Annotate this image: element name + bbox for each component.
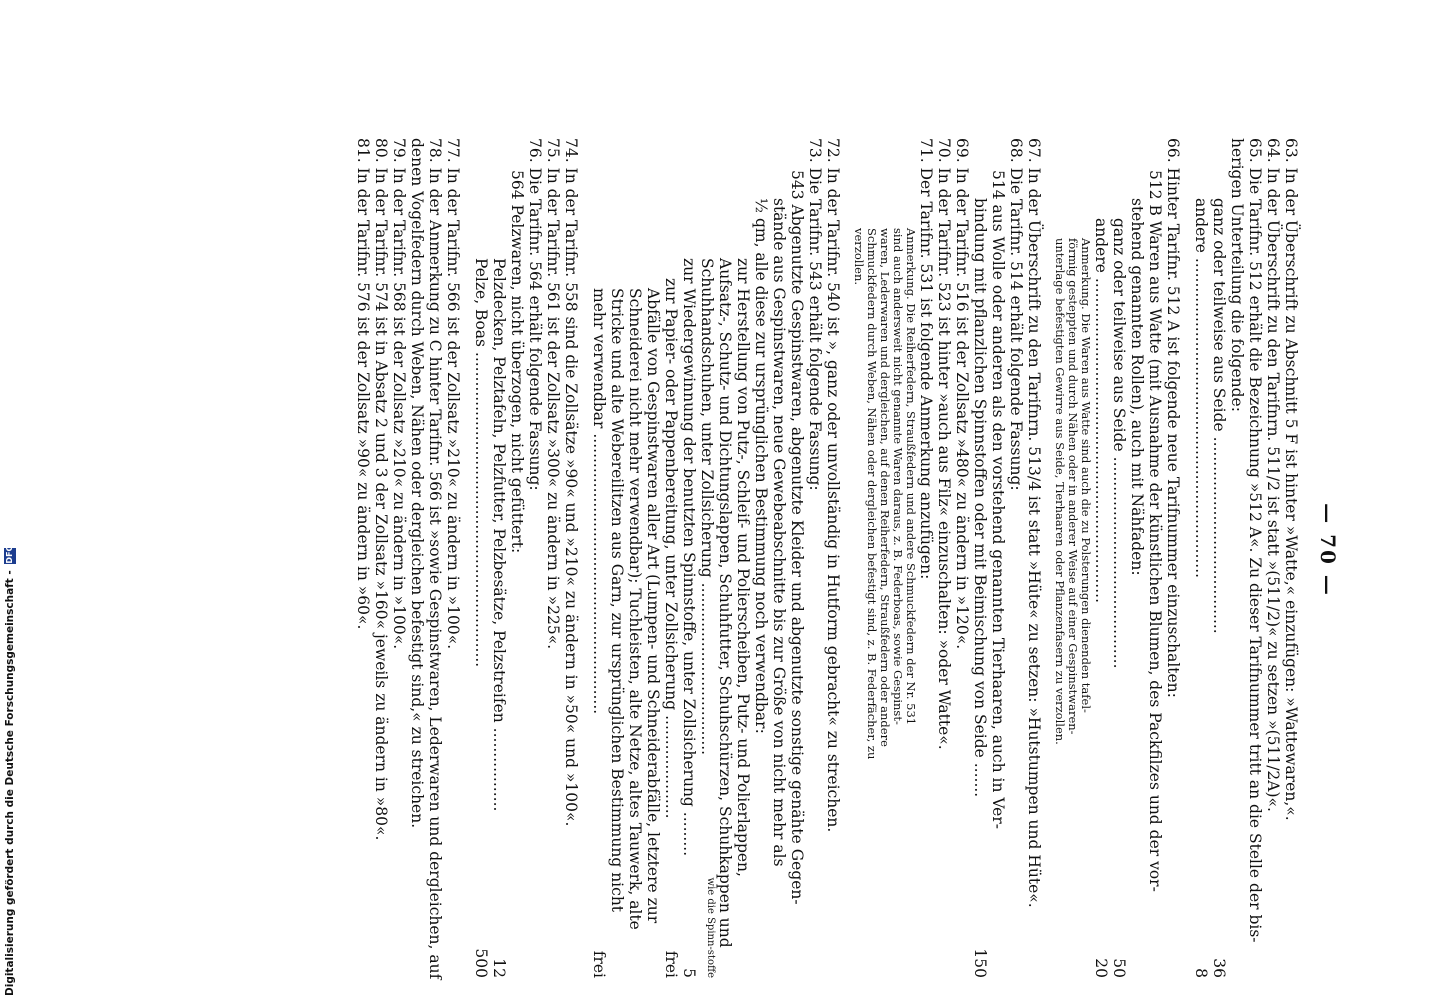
text-line [989, 170, 1007, 829]
rate-value: 50 [1110, 958, 1128, 978]
line-text: 75. In der Tarifnr. 561 ist der Zollsatz »300« zu ändern in »225«. [544, 138, 562, 650]
text-line [1192, 198, 1210, 578]
note-line [904, 228, 917, 725]
note-line [1066, 238, 1079, 735]
line-text: Schmuckfedern durch Weben, Nähen oder dergleichen befestigt sind, z. B. Federfächer, zu [865, 228, 879, 760]
text-line [1092, 218, 1110, 603]
note-line [852, 228, 865, 285]
text-line [1210, 198, 1228, 634]
line-text: Schneiderei nicht mehr verwendbar); Tuchleisten, alte Netze, altes Tauwerk, alte [626, 288, 644, 930]
line-text: 512 B Waren aus Watte (mit Ausnahme der künstlichen Blumen, des Packfilzes und der vor- [1146, 170, 1164, 892]
text-line [644, 288, 662, 923]
footer-text: Digitalisierung gefördert durch die Deutsche Forschungsgemeinschaft - [4, 570, 16, 996]
text-line [788, 170, 806, 905]
note-line [865, 228, 878, 759]
line-text: 543 Abgenutzte Gespinstwaren, abgenutzte Kleider und abgenutzte sonstige genähte Gegen- [788, 170, 806, 905]
text-line [1282, 138, 1300, 821]
note-line [1079, 238, 1092, 713]
line-text: Anmerkung. Die Waren aus Watte sind auch die zu Polsterungen dienenden tafel- [1079, 238, 1093, 713]
line-text: 79. In der Tarifnr. 568 ist der Zollsatz »210« zu ändern in »100«. [390, 138, 408, 650]
line-text: waren, Lederwaren und dergleichen, auf denen Reiherfedern, Straußfedern oder andere [878, 228, 892, 747]
text-line [608, 288, 626, 912]
note-line [1053, 238, 1066, 745]
line-text: Abfälle von Gespinstwaren aller Art (Lumpen- und Schneiderabfälle, letztere zur [644, 288, 662, 924]
text-line [935, 138, 953, 750]
line-text: 81. In der Tarifnr. 576 ist der Zollsatz »90« zu ändern in »60«. [354, 138, 372, 630]
text-line [490, 258, 508, 811]
line-text: 68. Die Tarifnr. 514 erhält folgende Fassung: [1007, 138, 1025, 491]
text-line [953, 138, 971, 649]
line-text: 71. Der Tarifnr. 531 ist folgende Anmerkung anzufügen: [917, 138, 935, 580]
line-text: 69. In der Tarifnr. 516 ist der Zollsatz »480« zu ändern in »120«. [953, 138, 971, 650]
line-text: andere .................................................................. [1092, 218, 1110, 604]
rate-value: 12 [490, 958, 508, 978]
line-text: 564 Pelzwaren, nicht überzogen, nicht gefüttert: [508, 170, 526, 554]
text-line [544, 138, 562, 649]
line-text: 65. Die Tarifnr. 512 erhält die Bezeichnung »512 A«. Zu dieser Tarifnummer tritt an die Stelle der bis- [1246, 138, 1264, 943]
rate-value: 36 [1210, 958, 1228, 978]
text-line [626, 288, 644, 930]
text-line [1246, 138, 1264, 943]
line-text: zur Wiedergewinnung der benutzten Spinnstoffe, unter Zollsicherung ......... [680, 258, 698, 857]
text-line [806, 138, 824, 491]
line-text: 67. In der Überschrift zu den Tarifnrn. 513/4 ist statt »Hüte« zu setzen: »Hutstumpen und Hüte«. [1025, 138, 1043, 908]
text-line [698, 258, 716, 755]
line-text: 72. In der Tarifnr. 540 ist », ganz oder unvollständig in Hutform gebracht« zu streichen. [824, 138, 842, 833]
line-text: herigen Unterteilung die folgende: [1228, 138, 1246, 412]
text-line [752, 198, 770, 734]
text-line [1007, 138, 1025, 491]
text-line [917, 138, 935, 579]
rate-value: 20 [1092, 958, 1110, 978]
text-line [508, 170, 526, 553]
line-text: 73. Die Tarifnr. 543 erhält folgende Fassung: [806, 138, 824, 491]
text-line [1228, 138, 1246, 412]
line-text: ganz oder teilweise aus Seide ........................................... [1110, 218, 1128, 669]
digitization-footer [4, 544, 18, 996]
rate-value: 5 [680, 968, 698, 978]
line-text: 63. In der Überschrift zu Abschnitt 5 F ist hinter »Watte,« einzufügen: »Wattewaren,«. [1282, 138, 1300, 821]
text-line [444, 138, 462, 649]
line-text: stehend genannten Rollen), auch mit Nähfaden: [1128, 198, 1146, 576]
text-line [562, 138, 580, 826]
line-text: bindung mit pflanzlichen Spinnstoffen oder mit Beimischung von Seide ....... [971, 198, 989, 798]
text-line [734, 258, 752, 877]
line-text: unterlage befestigten Gewirre aus Seide, Tierhaaren oder Pflanzenfasern zu verzollen. [1053, 238, 1067, 745]
text-line [680, 258, 698, 856]
line-text: 514 aus Wolle oder anderen als den vorstehend genannten Tierhaaren, auch in Ver- [989, 170, 1007, 829]
line-text: Anmerkung. Die Reiherfedern, Straußfedern und andere Schmuckfedern der Nr. 531 [904, 228, 918, 726]
line-text: Aufsatz-, Schutz- und Dichtungslappen, Schuhfutter, Schuhschürzen, Schuhkappen und [716, 258, 734, 948]
line-text: ganz oder teilweise aus Seide ........................................ [1210, 198, 1228, 634]
text-line [472, 258, 490, 667]
line-text: 77. In der Tarifnr. 566 ist der Zollsatz »210« zu ändern in »100«. [444, 138, 462, 650]
text-line [1146, 170, 1164, 892]
line-text: 70. In der Tarifnr. 523 ist hinter »auch aus Filz« einzuschalten: »oder Watte«. [935, 138, 953, 750]
rate-value: frei [662, 950, 680, 978]
text-line [770, 198, 788, 867]
text-line [1025, 138, 1043, 908]
text-line [971, 198, 989, 797]
text-line [1128, 198, 1146, 576]
line-text: Stricke und alte Webereilitzen aus Garn, zur ursprünglichen Bestimmung nicht [608, 288, 626, 913]
line-text: 66. Hinter Tarifnr. 512 A ist folgende neue Tarifnummer einzuschalten: [1164, 138, 1182, 698]
text-line [526, 138, 544, 491]
rate-value: 150 [971, 948, 989, 978]
text-line [426, 138, 444, 979]
line-text: mehr verwendbar ......................................................... [590, 288, 608, 715]
rate-value: wie die Spinn-stoffe [705, 877, 716, 978]
line-text: Schuhhandschuhen, unter Zollsicherung ................................... [698, 258, 716, 756]
rate-value: 500 [472, 948, 490, 978]
text-line [590, 288, 608, 714]
line-text: andere ................................................................. [1192, 198, 1210, 579]
text-line [716, 258, 734, 948]
line-text: denen Vogelfedern durch Weben, Nähen oder dergleichen befestigt sind,« zu streichen. [408, 138, 426, 829]
note-line [891, 228, 904, 725]
line-text: verzollen. [852, 228, 866, 286]
rotated-page [130, 120, 1340, 980]
rate-value: 8 [1192, 968, 1210, 978]
text-line [390, 138, 408, 649]
dfg-logo: DFG [5, 544, 14, 564]
text-line [1264, 138, 1282, 812]
line-text: zur Papier- oder Pappenbereitung, unter Zollsicherung ..................... [662, 278, 680, 819]
page-number: — 70 — [1316, 503, 1340, 597]
line-text: stände aus Gespinstwaren, neue Gewebeabschnitte bis zur Größe von nicht mehr als [770, 198, 788, 867]
text-line [1164, 138, 1182, 698]
line-text: 64. In der Überschrift zu den Tarifnrn. 511/2 ist statt »(511/2)« zu setzen »(511/2A)«. [1264, 138, 1282, 812]
line-text: Pelze, Boas ................................................................ [472, 258, 490, 668]
text-line [372, 138, 390, 840]
line-text: zur Herstellung von Putz-, Schleif- und Polierscheiben, Putz- und Polierlappen, [734, 258, 752, 877]
text-line [354, 138, 372, 629]
line-text: sind auch andersweit nicht genannte Waren daraus, z. B. Federboas, sowie Gespinst- [891, 228, 905, 725]
line-text: 78. In der Anmerkung zu C hinter Tarifnr. 566 ist »sowie Gespinstwaren, Lederwaren und dergleichen, auf [426, 138, 444, 980]
note-line [878, 228, 891, 747]
text-line [662, 278, 680, 819]
text-line [1110, 218, 1128, 669]
line-text: förmig gesteppten und durch Nähen oder in anderer Weise auf einer Gespinstwaren- [1066, 238, 1080, 735]
text-line [824, 138, 842, 832]
rate-value: frei [590, 950, 608, 978]
line-text: Pelzdecken, Pelztafeln, Pelzfutter, Pelzbesätze, Pelzstreifen ................. [490, 258, 508, 812]
text-line [408, 138, 426, 828]
line-text: 76. Die Tarifnr. 564 erhält folgende Fassung: [526, 138, 544, 491]
line-text: ½ qm, alle diese zur ursprünglichen Bestimmung noch verwendbar: [752, 198, 770, 734]
line-text: 80. In der Tarifnr. 574 ist in Absatz 2 und 3 der Zollsatz »160« jeweils zu ändern in »80«. [372, 138, 390, 841]
line-text: 74. In der Tarifnr. 558 sind die Zollsätze »90« und »210« zu ändern in »50« und »100«. [562, 138, 580, 827]
